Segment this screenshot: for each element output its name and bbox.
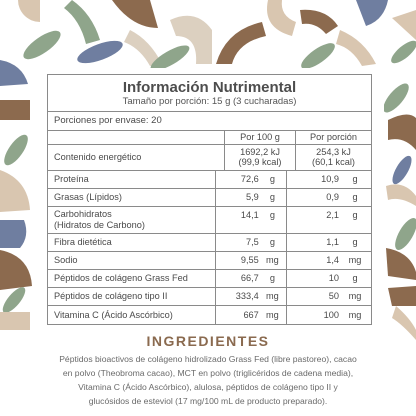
value-per-portion: 10 <box>328 273 339 284</box>
unit-per-100g: g <box>269 192 275 203</box>
unit-per-100g: mg <box>266 255 279 266</box>
nutrient-label: Sodio <box>54 255 78 266</box>
energy-per-portion-kcal: (60,1 kcal) <box>312 157 355 168</box>
ingredients-line: Péptidos bioactivos de colágeno hidrolizado Grass Fed (libre pastoreo), cacao <box>59 354 357 364</box>
energy-per-100g-kcal: (99,9 kcal) <box>238 157 282 168</box>
value-per-100g: 9,55 <box>240 255 259 266</box>
unit-per-100g: g <box>269 209 275 220</box>
unit-per-100g: mg <box>266 291 279 302</box>
unit-per-portion: g <box>352 209 358 220</box>
unit-per-100g: g <box>269 174 275 185</box>
nutrient-label: Péptidos de colágeno tipo II <box>54 291 168 302</box>
energy-label: Contenido energético <box>54 152 142 163</box>
nutrient-label <box>48 207 215 233</box>
nutrient-row <box>48 171 371 189</box>
value-per-portion: 100 <box>323 309 339 320</box>
unit-per-portion: mg <box>348 255 362 266</box>
unit-per-portion: g <box>352 237 358 248</box>
unit-per-100g: mg <box>266 309 279 320</box>
unit-per-100g: g <box>269 237 275 248</box>
ingredients-heading: INGREDIENTES <box>146 333 270 349</box>
value-per-100g: 72,6 <box>240 174 259 185</box>
value-per-100g: 7,5 <box>246 237 259 248</box>
ingredients-line: glucósidos de esteviol (17 mg/100 mL de producto preparado). <box>88 396 328 406</box>
ingredients-line: Vitamina C (Ácido Ascórbico), alulosa, péptidos de colágeno tipo II y <box>78 382 338 392</box>
servings-per-container: Porciones por envase: 20 <box>48 112 371 131</box>
value-per-portion: 1,4 <box>326 255 339 266</box>
energy-row <box>48 145 371 171</box>
nutrient-label: Péptidos de colágeno Grass Fed <box>54 273 188 284</box>
nutrient-row <box>48 207 371 234</box>
header-blank <box>48 131 224 144</box>
unit-per-portion: g <box>352 174 358 185</box>
value-per-100g: 333,4 <box>235 291 259 302</box>
nutrient-grid <box>48 131 371 324</box>
serving-size: Tamaño por porción: 15 g (3 cucharadas) <box>48 97 371 112</box>
nutrient-label: Vitamina C (Ácido Ascórbico) <box>54 309 173 320</box>
nutrient-row <box>48 252 371 270</box>
nutrient-row <box>48 189 371 207</box>
value-per-100g: 667 <box>243 309 259 320</box>
unit-per-100g: g <box>269 273 275 284</box>
ingredients-line: en polvo (Theobroma cacao), MCT en polvo (triglicéridos de cadena media), <box>62 368 354 378</box>
energy-per-100g <box>224 145 296 170</box>
value-per-100g: 14,1 <box>240 209 259 220</box>
value-per-100g: 5,9 <box>246 192 259 203</box>
unit-per-portion: g <box>352 273 358 284</box>
unit-per-portion: mg <box>348 309 362 320</box>
nutrition-title: Información Nutrimental <box>122 79 297 96</box>
energy-per-100g-kj: 1692,2 kJ <box>240 146 280 157</box>
nutrient-label: Fibra dietética <box>54 237 112 248</box>
value-per-100g: 66,7 <box>240 273 259 284</box>
unit-per-portion: mg <box>348 291 362 302</box>
energy-per-portion-kj: 254,3 kJ <box>316 146 351 157</box>
header-per-portion: Por porción <box>310 132 357 143</box>
nutrient-row <box>48 270 371 288</box>
column-header-row <box>48 131 371 145</box>
value-per-portion: 10,9 <box>321 174 339 185</box>
nutrient-label: Grasas (Lípidos) <box>54 192 122 203</box>
nutrition-facts-table <box>47 74 372 325</box>
nutrient-label: Proteína <box>54 174 89 185</box>
nutrient-row <box>48 234 371 252</box>
nutrient-row <box>48 306 371 324</box>
nutrient-row <box>48 288 371 306</box>
value-per-portion: 1,1 <box>326 237 339 248</box>
nutrient-label-line2: (Hidratos de Carbono) <box>54 219 145 230</box>
nutrient-label-line1: Carbohidratos <box>54 209 112 220</box>
value-per-portion: 50 <box>328 291 339 302</box>
ingredients-list <box>40 352 376 408</box>
value-per-portion: 2,1 <box>326 209 339 220</box>
header-per-100g: Por 100 g <box>224 131 296 144</box>
unit-per-portion: g <box>352 192 358 203</box>
value-per-portion: 0,9 <box>326 192 339 203</box>
energy-per-portion <box>296 145 371 170</box>
